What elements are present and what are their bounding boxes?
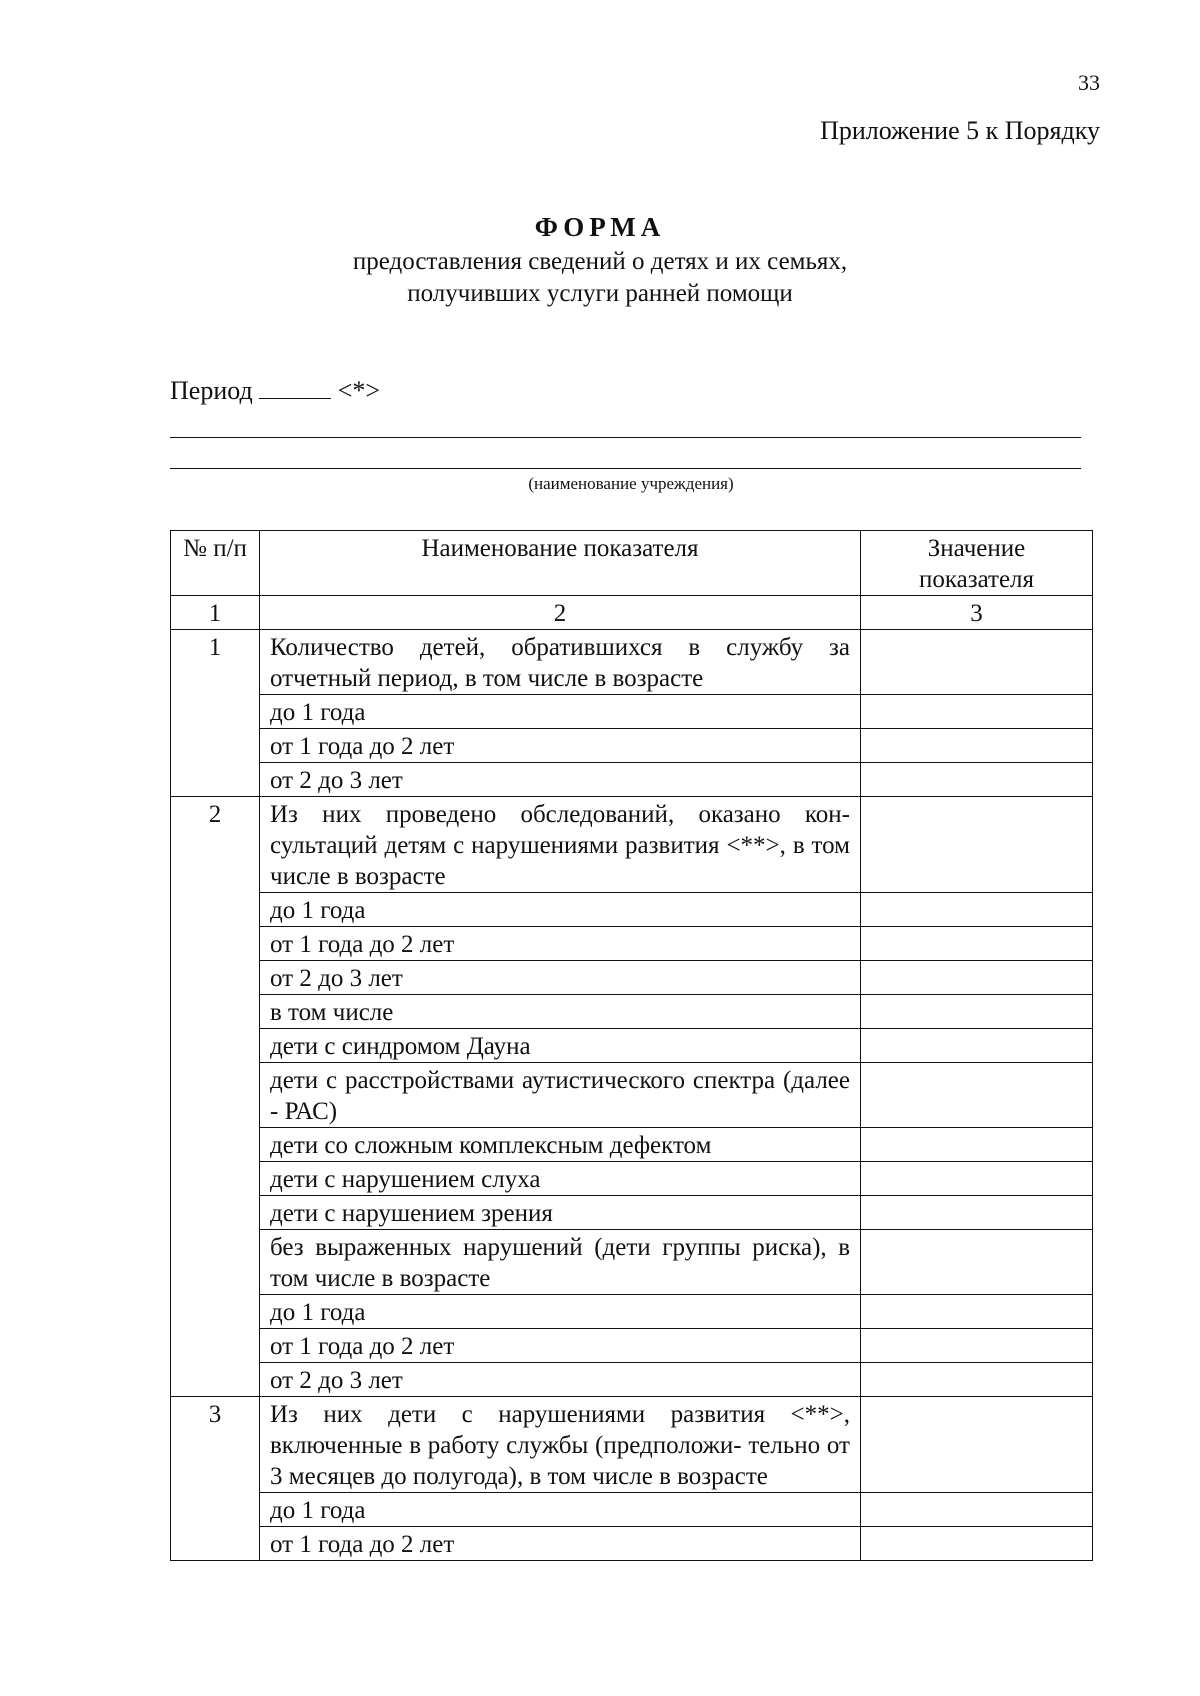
table-row — [171, 893, 1093, 927]
table-row — [171, 630, 1093, 695]
row-number: 3 — [171, 1397, 260, 1561]
period-blank[interactable] — [259, 376, 331, 399]
table-row — [171, 927, 1093, 961]
table-row — [171, 729, 1093, 763]
table-row — [171, 995, 1093, 1029]
indicator-name: до 1 года — [260, 893, 861, 927]
indicator-value-cell[interactable] — [861, 1397, 1093, 1493]
indicator-name: дети с нарушением слуха — [260, 1162, 861, 1196]
form-subtitle-line-1: предоставления сведений о детях и их семьях, — [352, 248, 848, 275]
indicator-value-cell[interactable] — [861, 1527, 1093, 1561]
indicator-value-cell[interactable] — [861, 695, 1093, 729]
row-number: 1 — [171, 630, 260, 797]
table-row — [171, 1363, 1093, 1397]
form-subtitle-line-2: получивших услуги ранней помощи — [407, 280, 793, 307]
organization-line-2[interactable] — [170, 468, 1081, 469]
table-row — [171, 1196, 1093, 1230]
column-number-3: 3 — [861, 596, 1093, 630]
table-row — [171, 1029, 1093, 1063]
indicator-name: от 1 года до 2 лет — [260, 729, 861, 763]
indicator-name: Из них дети с нарушениями развития <**>, включенные в работу службы (предположи- тельно от 3 месяцев до полугода), в том числе в возрасте — [260, 1397, 861, 1493]
indicator-name: в том числе — [260, 995, 861, 1029]
indicator-value-cell[interactable] — [861, 763, 1093, 797]
table-row — [171, 797, 1093, 893]
indicator-value-cell[interactable] — [861, 1128, 1093, 1162]
indicator-value-cell[interactable] — [861, 630, 1093, 695]
indicator-value-cell[interactable] — [861, 927, 1093, 961]
header-row — [171, 531, 1093, 596]
table-row — [171, 1329, 1093, 1363]
indicator-value-cell[interactable] — [861, 1029, 1093, 1063]
indicator-name: дети с синдромом Дауна — [260, 1029, 861, 1063]
table-row — [171, 1397, 1093, 1493]
row-number: 2 — [171, 797, 260, 1397]
table-row — [171, 1295, 1093, 1329]
header-num: № п/п — [171, 531, 260, 596]
indicator-name: до 1 года — [260, 1493, 861, 1527]
indicator-name: от 1 года до 2 лет — [260, 1527, 861, 1561]
indicator-value-cell[interactable] — [861, 1493, 1093, 1527]
column-number-2: 2 — [260, 596, 861, 630]
table-row — [171, 1128, 1093, 1162]
indicator-name: от 2 до 3 лет — [260, 961, 861, 995]
period-line — [170, 376, 380, 406]
indicators-table — [170, 530, 1093, 1561]
table-row — [171, 1063, 1093, 1128]
indicator-name: дети со сложным комплексным дефектом — [260, 1128, 861, 1162]
indicator-name: дети с нарушением зрения — [260, 1196, 861, 1230]
header-value: Значение показателя — [861, 531, 1093, 596]
indicator-value-cell[interactable] — [861, 893, 1093, 927]
indicator-value-cell[interactable] — [861, 1196, 1093, 1230]
header-name: Наименование показателя — [260, 531, 861, 596]
indicator-name: от 2 до 3 лет — [260, 763, 861, 797]
table-row — [171, 763, 1093, 797]
indicator-value-cell[interactable] — [861, 961, 1093, 995]
period-label: Период — [170, 376, 253, 405]
indicator-value-cell[interactable] — [861, 1063, 1093, 1128]
indicator-name: от 1 года до 2 лет — [260, 927, 861, 961]
indicator-value-cell[interactable] — [861, 995, 1093, 1029]
table-row — [171, 1527, 1093, 1561]
table-row — [171, 1230, 1093, 1295]
indicator-name: от 2 до 3 лет — [260, 1363, 861, 1397]
table-row — [171, 1162, 1093, 1196]
form-title: ФОРМА — [534, 212, 666, 242]
indicator-name: дети с расстройствами аутистического спектра (далее - РАС) — [260, 1063, 861, 1128]
indicator-name: до 1 года — [260, 695, 861, 729]
period-footnote: <*> — [337, 376, 381, 405]
indicator-value-cell[interactable] — [861, 1162, 1093, 1196]
appendix-reference: Приложение 5 к Порядку — [820, 116, 1100, 145]
organization-line-1[interactable] — [170, 437, 1081, 438]
organization-caption: (наименование учреждения) — [528, 474, 734, 493]
table-row — [171, 1493, 1093, 1527]
indicator-name: без выраженных нарушений (дети группы риска), в том числе в возрасте — [260, 1230, 861, 1295]
page-number: 33 — [1078, 70, 1100, 95]
column-number-row — [171, 596, 1093, 630]
table-row — [171, 961, 1093, 995]
indicator-value-cell[interactable] — [861, 797, 1093, 893]
indicator-value-cell[interactable] — [861, 1230, 1093, 1295]
indicator-value-cell[interactable] — [861, 729, 1093, 763]
indicator-name: Количество детей, обратившихся в службу за отчетный период, в том числе в возрасте — [260, 630, 861, 695]
indicator-value-cell[interactable] — [861, 1295, 1093, 1329]
table-row — [171, 695, 1093, 729]
indicator-value-cell[interactable] — [861, 1363, 1093, 1397]
indicator-name: от 1 года до 2 лет — [260, 1329, 861, 1363]
indicator-name: Из них проведено обследований, оказано кон- сультаций детям с нарушениями развития <**>, в том числе в возрасте — [260, 797, 861, 893]
column-number-1: 1 — [171, 596, 260, 630]
indicator-name: до 1 года — [260, 1295, 861, 1329]
indicator-value-cell[interactable] — [861, 1329, 1093, 1363]
